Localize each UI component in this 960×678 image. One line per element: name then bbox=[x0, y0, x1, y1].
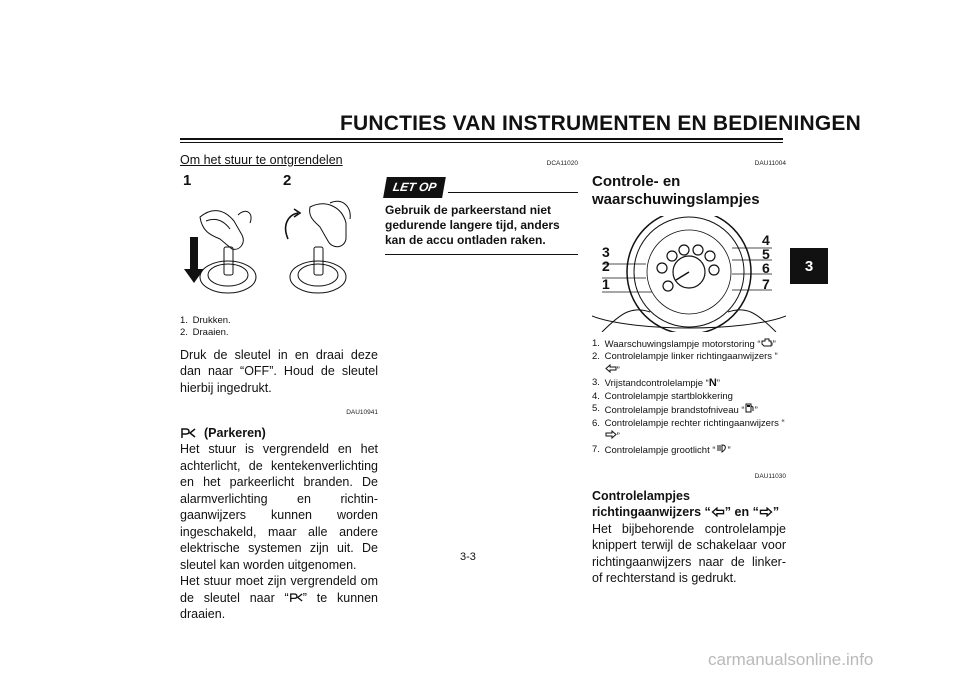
header-rule bbox=[180, 138, 783, 140]
list-item: 1. Drukken. bbox=[180, 314, 231, 326]
illus-label-1: 1 bbox=[183, 171, 192, 189]
caution-label: LET OP bbox=[383, 177, 446, 198]
illus-label-2: 2 bbox=[283, 171, 292, 189]
diagram-label-1: 1 bbox=[602, 275, 610, 292]
right-arrow-icon bbox=[759, 507, 773, 517]
page-title: FUNCTIES VAN INSTRUMENTEN EN BEDIENINGEN bbox=[340, 112, 861, 135]
paragraph-unlock: Druk de sleutel in en draai deze dan naar “OFF”. Houd de sleutel hierbij ingedrukt. bbox=[180, 347, 378, 395]
engine-icon bbox=[761, 338, 773, 347]
watermark: carmanualsonline.info bbox=[708, 650, 874, 669]
subheading-unlock: Om het stuur te ontgrendelen bbox=[180, 153, 343, 167]
neutral-icon: N bbox=[708, 377, 717, 389]
paragraph-park: Het stuur is vergrendeld en het achterlicht, de kentekenverlichting en het parkeerlicht branden. De alarmverlichting en richtingaanwijzers kunnen worden ingeschakeld, maar alle andere elektrische systemen zijn uit. De sleutel kan worden uitgenomen. bbox=[180, 442, 378, 572]
diagram-label-6: 6 bbox=[762, 259, 770, 276]
diagram-label-4: 4 bbox=[762, 231, 770, 248]
park-heading: (Parkeren) bbox=[180, 425, 378, 442]
header-rule-thin bbox=[180, 142, 783, 143]
parking-icon bbox=[289, 592, 303, 603]
caution-header bbox=[385, 177, 578, 198]
diagram-label-2: 2 bbox=[602, 257, 610, 274]
diagram-label-5: 5 bbox=[762, 245, 770, 262]
reference-code: DAU10941 bbox=[346, 409, 378, 416]
caption-list bbox=[180, 315, 378, 340]
reference-code: DAU11030 bbox=[754, 473, 786, 480]
diagram-label-3: 3 bbox=[602, 243, 610, 260]
list-item: 4. Controlelampje startblokkering bbox=[592, 390, 733, 402]
left-arrow-icon bbox=[605, 364, 617, 373]
reference-code: DAU11004 bbox=[754, 160, 786, 167]
page-number: 3-3 bbox=[460, 551, 476, 563]
list-item: 5. Controlelampje brandstofniveau “ ” bbox=[592, 403, 758, 416]
list-item: 3. Vrijstandcontrolelampje “N” bbox=[592, 377, 720, 389]
key-illustration bbox=[180, 171, 378, 309]
caution-rule bbox=[448, 192, 578, 193]
fuel-pump-icon bbox=[745, 403, 755, 413]
list-item: 6. Controlelampje rechter richtingaanwijzers “” bbox=[592, 417, 785, 442]
diagram-label-7: 7 bbox=[762, 275, 770, 292]
list-item: 2. Draaien. bbox=[180, 327, 229, 338]
left-arrow-icon bbox=[711, 507, 725, 517]
paragraph-park-note: Het stuur moet zijn vergrendeld om de sleutel naar “ ” te kunnen draaien. bbox=[180, 574, 379, 621]
sub-heading-turn-signals: Controlelampjes richtingaanwijzers “ ” en “ ” bbox=[592, 488, 780, 519]
column-middle bbox=[385, 150, 578, 255]
caution-text: Gebruik de parkeerstand niet gedurende langere tijd, anders kan de accu ontladen raken. bbox=[385, 203, 560, 247]
section-heading: Controle- en waarschuwingslampjes bbox=[592, 172, 760, 208]
speedometer-illustration bbox=[592, 216, 786, 332]
paragraph-turn-signals: Het bijbehorende controlelampje knippert terwijl de schakelaar voor richtingaanwijzers naar de linker- of rechterstand is gedrukt. bbox=[592, 521, 786, 585]
speedometer-drawing bbox=[592, 216, 786, 332]
list-item: 2. Controlelampje linker richtingaanwijzers “” bbox=[592, 351, 778, 376]
caption-list bbox=[592, 338, 786, 458]
column-left bbox=[180, 150, 378, 623]
high-beam-icon bbox=[716, 444, 728, 453]
right-arrow-icon bbox=[605, 430, 617, 439]
column-right bbox=[592, 150, 786, 587]
list-item: 1. Waarschuwingslampje motorstoring “ ” bbox=[592, 337, 776, 350]
caution-end-rule bbox=[385, 254, 578, 255]
chapter-tab[interactable]: 3 bbox=[790, 248, 828, 284]
parking-icon bbox=[180, 427, 196, 439]
key-hand-drawing bbox=[180, 177, 378, 309]
reference-code: DCA11020 bbox=[546, 160, 578, 167]
list-item: 7. Controlelampje grootlicht “ ” bbox=[592, 443, 731, 456]
